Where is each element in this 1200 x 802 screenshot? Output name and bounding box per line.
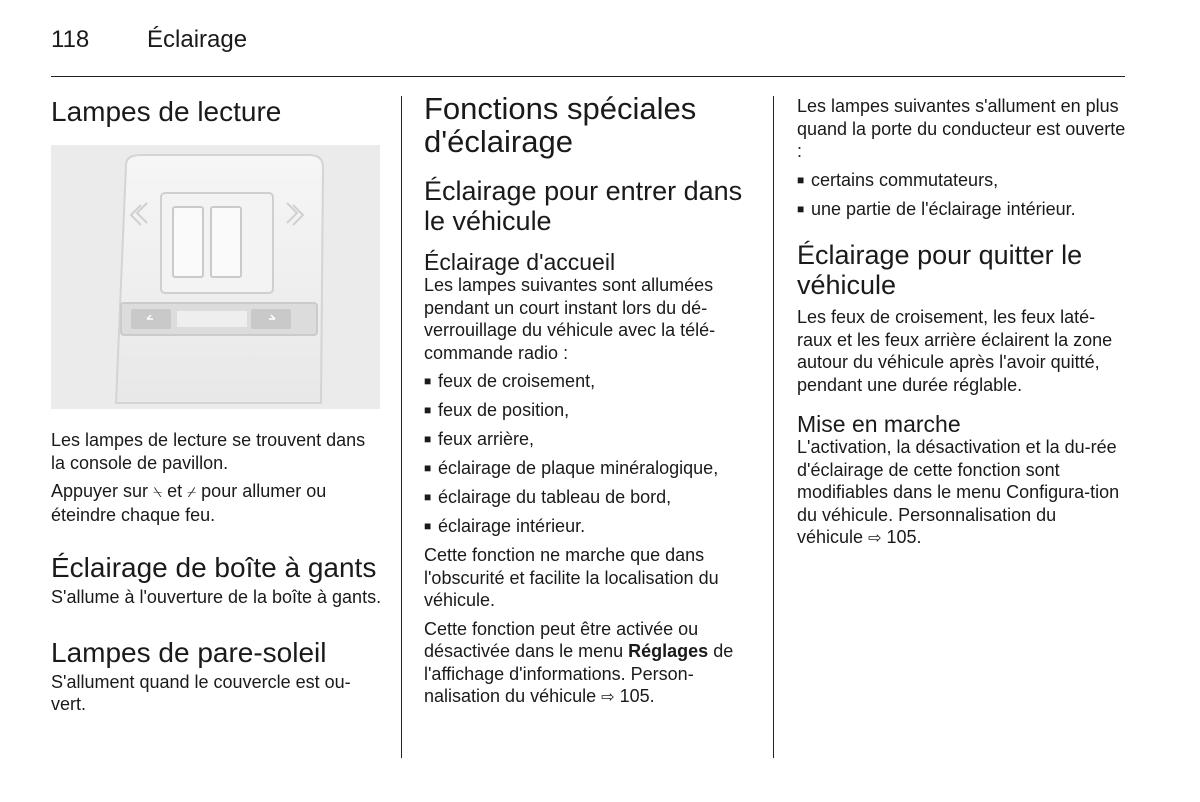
door-intro: Les lampes suivantes s'allument en plus quand la porte du conducteur est ouverte : <box>797 96 1126 161</box>
list-item: ■ feux arrière, <box>424 429 535 449</box>
lamp-right-icon: ⌿ <box>187 483 197 501</box>
instruction-part-3: pour allumer ou éteindre chaque feu. <box>51 481 327 525</box>
page-reference: 105. <box>886 527 922 547</box>
column-divider-1 <box>401 96 402 758</box>
list-item: ■ feux de croisement, <box>424 371 596 391</box>
darkness-text: Cette fonction ne marche que dans l'obscurité et facilite la localisation du véhicule. <box>424 545 719 610</box>
door-lights-list <box>797 169 1127 221</box>
list-item: ■ éclairage intérieur. <box>424 516 586 536</box>
menu-text-part-2: de l'affichage d'informations. Person-nalisation du véhicule <box>424 641 734 706</box>
page-number: 118 <box>51 26 90 53</box>
exit-text: Les feux de croisement, les feux laté-raux et les feux arrière éclairent la zone autour du véhicule après l'avoir quitté, pendant une durée réglable. <box>797 307 1113 395</box>
settings-menu-label: Réglages <box>628 641 709 661</box>
list-item: ■ une partie de l'éclairage intérieur. <box>797 198 1076 219</box>
welcome-intro: Les lampes suivantes sont allumées pendant un court instant lors du dé-verrouillage du véhicule avec la télé-commande radio : <box>424 275 716 363</box>
exit-lighting-heading <box>797 240 1127 300</box>
glovebox-heading: Éclairage de boîte à gants <box>51 552 377 583</box>
chapter-title: Éclairage <box>147 26 248 53</box>
sunvisor-text: S'allument quand le couvercle est ou-vert. <box>51 671 351 714</box>
instruction-part-1: Appuyer sur <box>51 481 149 501</box>
list-item: ■ éclairage de plaque minéralogique, <box>424 458 719 478</box>
column-divider-2 <box>773 96 774 758</box>
column-2 <box>424 92 758 709</box>
list-item: ■ certains commutateurs, <box>797 169 999 190</box>
exit-lighting-line1: Éclairage pour quitter le <box>797 240 1083 270</box>
lamp-left-icon: ⍀ <box>153 483 163 501</box>
activation-heading: Mise en marche <box>797 411 961 437</box>
reference-arrow-icon: ⇨ <box>868 528 882 547</box>
welcome-lighting-heading: Éclairage d'accueil <box>424 249 616 275</box>
activation-text-body: L'activation, la désactivation et la du-rée d'éclairage de cette fonction sont modifiables dans le menu Configura-tion du véhicule. Personnalisation du véhicule <box>797 437 1120 547</box>
activation-text <box>797 436 1127 550</box>
entry-lighting-line2: le véhicule <box>424 206 552 236</box>
welcome-lights-list <box>424 370 758 538</box>
sunvisor-heading: Lampes de pare-soleil <box>51 636 327 668</box>
column-1 <box>51 92 383 716</box>
header-rule <box>51 76 1125 77</box>
reading-lamps-instruction <box>51 480 383 526</box>
instruction-part-2: et <box>167 481 183 501</box>
list-item: ■ feux de position, <box>424 400 570 420</box>
special-lighting-heading <box>424 92 758 158</box>
menu-text <box>424 618 758 709</box>
special-lighting-line1: Fonctions spéciales <box>424 91 697 126</box>
menu-text-part-1: Cette fonction peut être activée ou désactivée dans le menu <box>424 618 699 661</box>
special-lighting-line2: d'éclairage <box>424 124 573 159</box>
reading-lamps-heading: Lampes de lecture <box>51 96 282 127</box>
reference-arrow-icon: ⇨ <box>601 687 615 706</box>
overhead-console-illustration <box>51 145 380 409</box>
entry-lighting-line1: Éclairage pour entrer dans <box>424 176 743 206</box>
glovebox-text: S'allume à l'ouverture de la boîte à gants. <box>51 587 382 607</box>
entry-lighting-heading <box>424 176 758 236</box>
column-3 <box>797 92 1127 550</box>
list-item: ■ éclairage du tableau de bord, <box>424 487 672 507</box>
reading-lamps-figure <box>51 145 380 409</box>
page-reference: 105. <box>619 686 655 706</box>
reading-lamps-text: Les lampes de lecture se trouvent dans la console de pavillon. <box>51 430 366 473</box>
exit-lighting-line2: véhicule <box>797 270 897 300</box>
